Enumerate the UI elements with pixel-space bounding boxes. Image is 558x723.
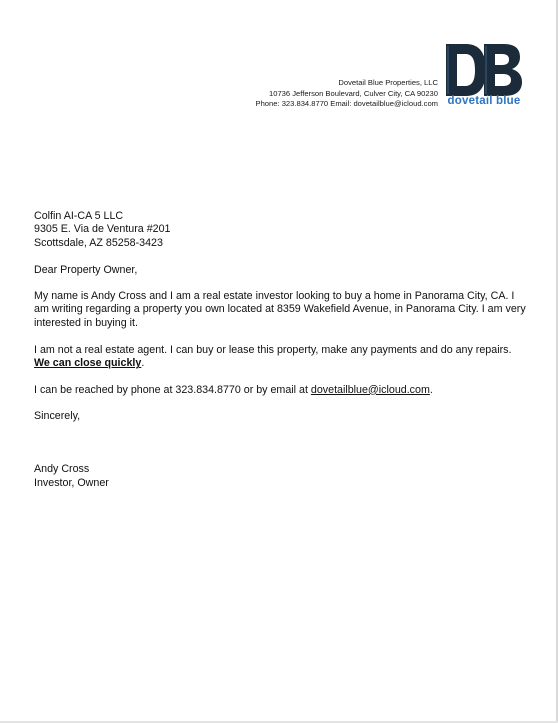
closing: Sincerely, [34,409,81,422]
paragraph-offer-text: I am not a real estate agent. I can buy or lease this property, make any payments and do any repairs. [34,344,512,357]
company-logo [445,44,523,110]
salutation: Dear Property Owner, [34,263,138,276]
signature-name: Andy Cross [34,463,90,476]
paragraph-intro: My name is Andy Cross and I am a real estate investor looking to buy a home in Panorama City, CA. I am writing regarding a property you own located at 8359 Wakefield Avenue, in Panorama City. I am very interested in buying it. [34,290,526,329]
paragraph-contact [34,384,526,397]
recipient-line-3: Scottsdale, AZ 85258-3423 [34,236,163,249]
recipient-line-2: 9305 E. Via de Ventura #201 [34,223,171,236]
paragraph-offer-end: . [141,357,145,370]
letterhead-company: Dovetail Blue Properties, LLC [338,78,438,87]
signature-title: Investor, Owner [34,476,109,489]
recipient-line-1: Colfin AI-CA 5 LLC [34,210,124,222]
letterhead [256,78,438,110]
letter-body [34,210,526,490]
letterhead-contact: Phone: 323.834.8770 Email: dovetailblue@icloud.com [255,99,438,109]
close-quickly-emphasis: We can close quickly [34,357,142,370]
email-link[interactable]: dovetailblue@icloud.com [310,383,430,396]
letterhead-address: 10736 Jefferson Boulevard, Culver City, CA 90230 [269,88,438,98]
paragraph-offer [34,344,526,371]
logo-wordmark: dovetail blue [447,95,521,107]
logo-monogram [446,44,522,96]
paragraph-contact-end: . [429,383,433,396]
paragraph-contact-text: I can be reached by phone at 323.834.8770 or by email at [34,383,311,396]
recipient-address [34,210,526,250]
